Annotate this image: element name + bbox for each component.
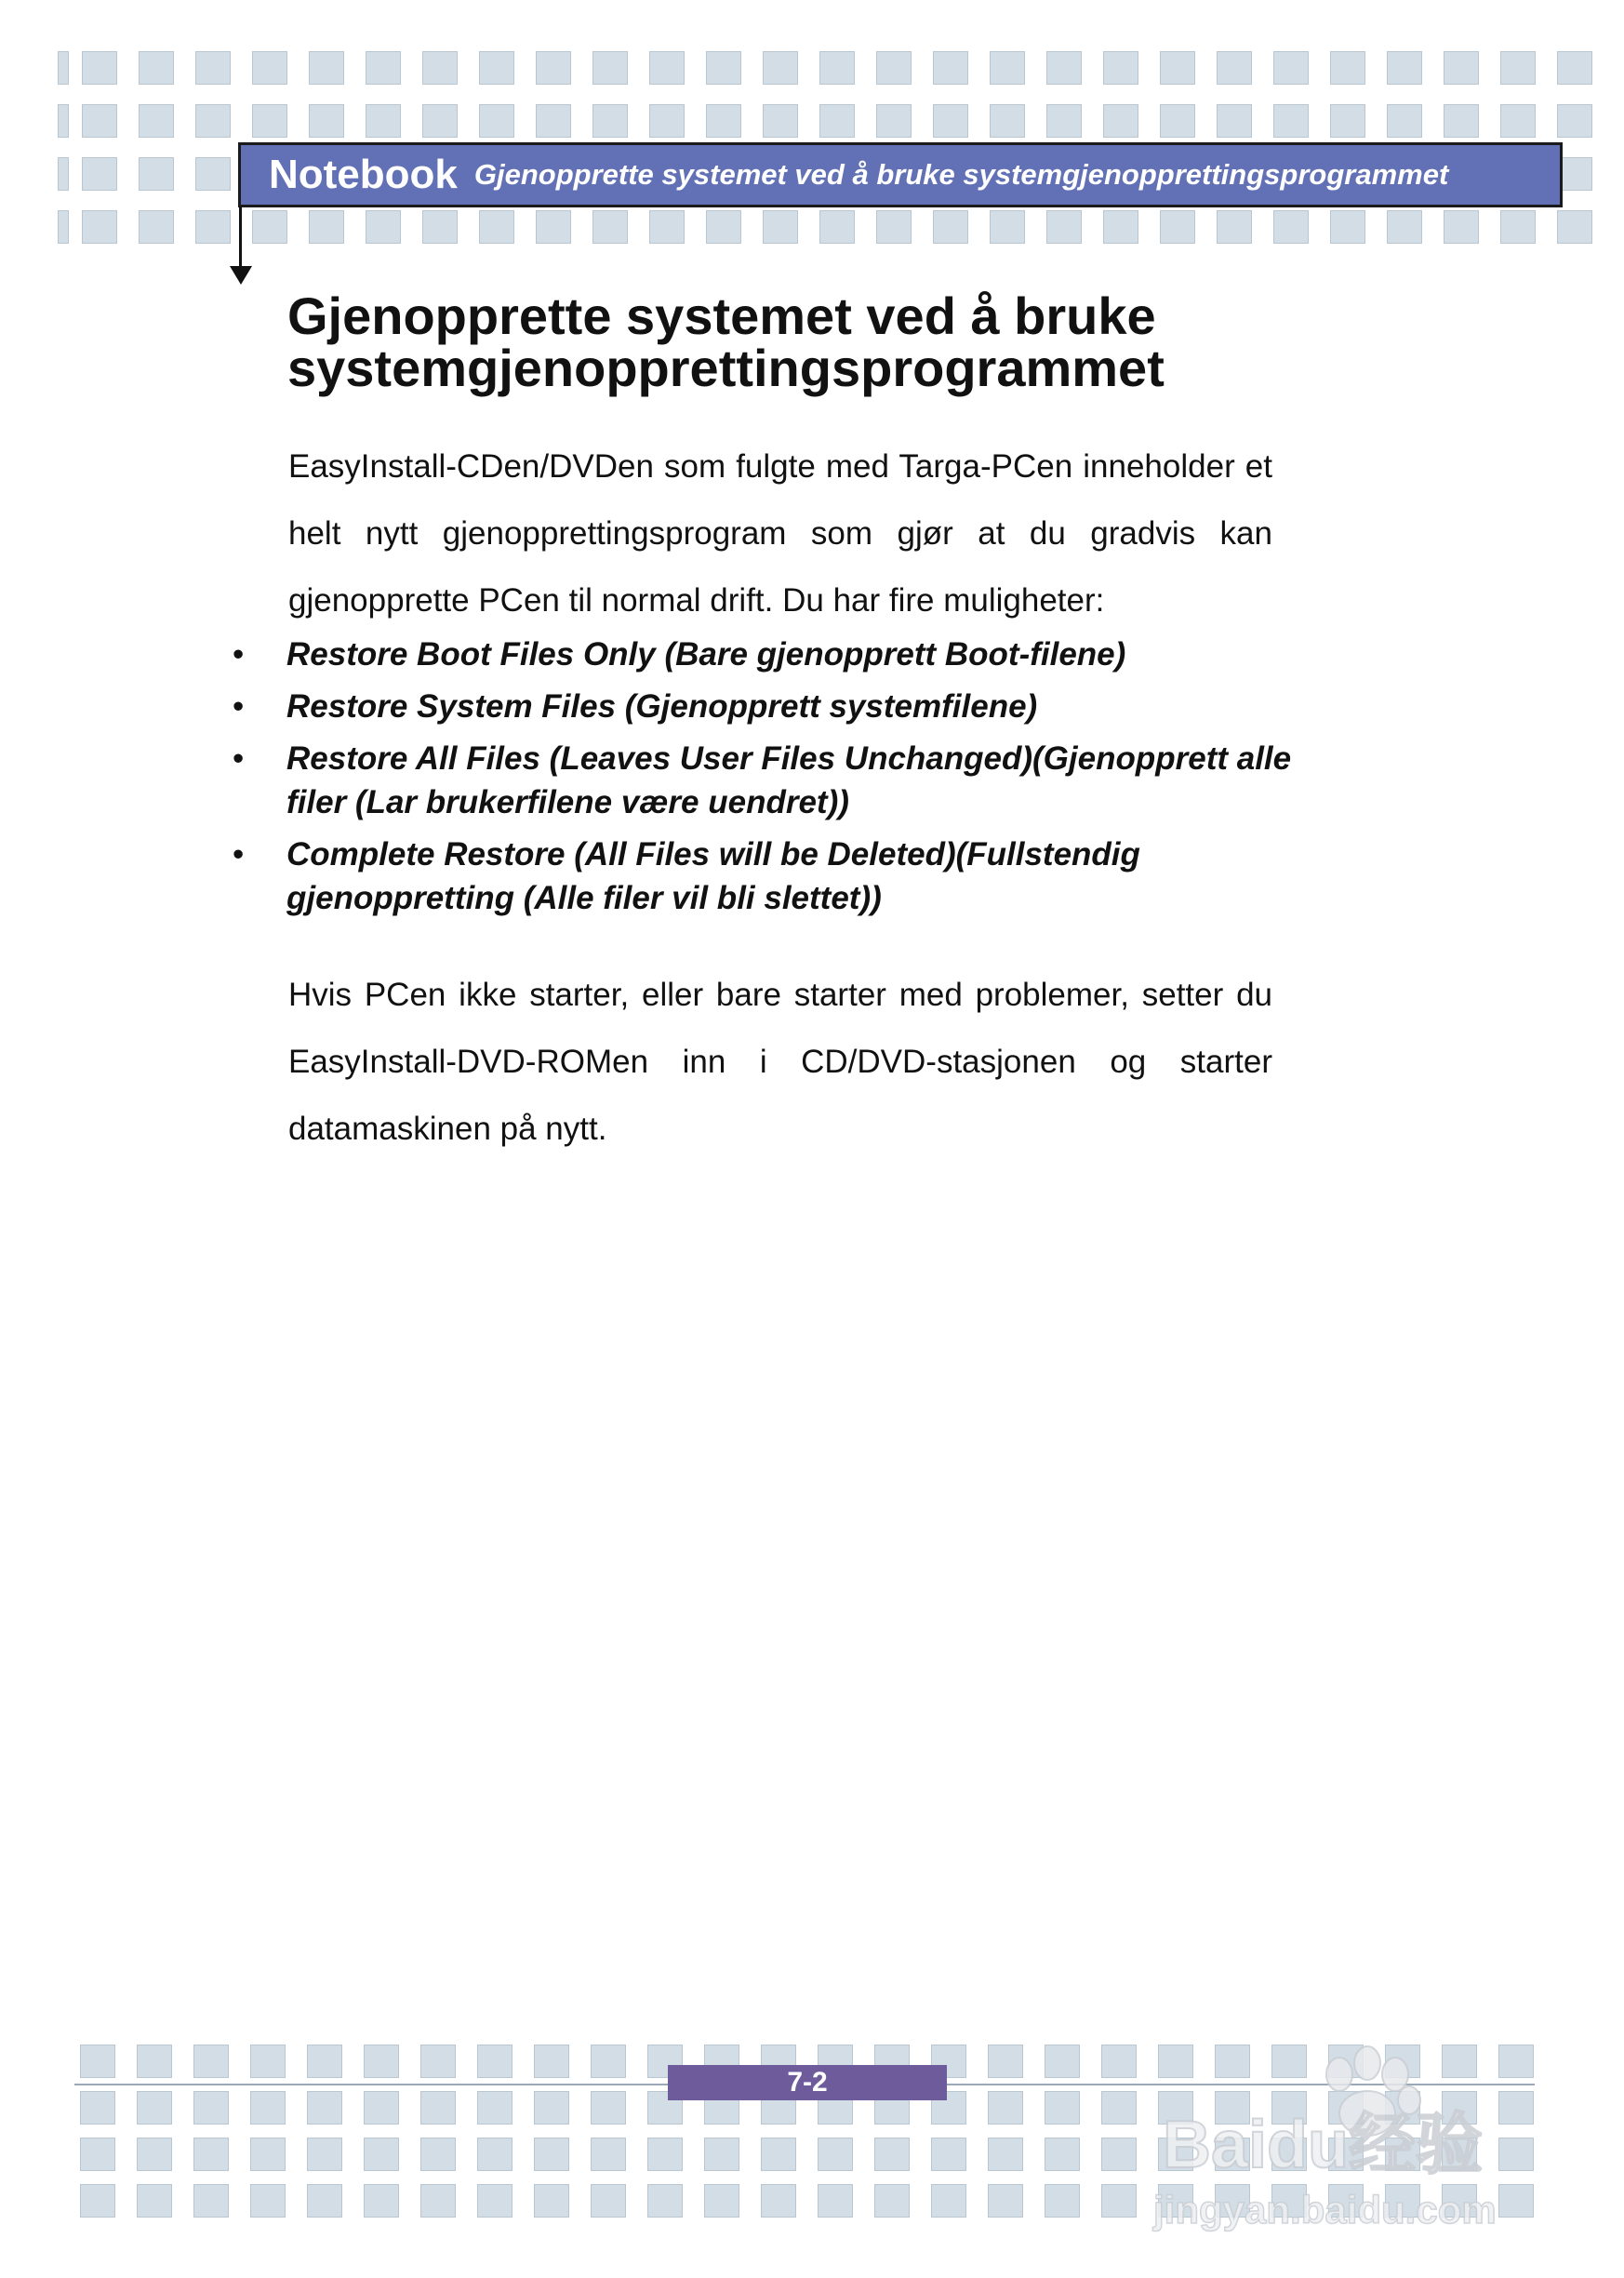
decorative-tile [366, 51, 401, 85]
decorative-tile [1330, 210, 1365, 244]
page-title-line-2: systemgjenopprettingsprogrammet [287, 339, 1165, 397]
decorative-tile [82, 210, 117, 244]
page-title-line-1: Gjenopprette systemet ved å bruke [287, 286, 1156, 345]
decorative-tile [591, 2138, 626, 2171]
decorative-tile [250, 2091, 286, 2125]
decorative-tile [195, 51, 231, 85]
decorative-tile [591, 2091, 626, 2125]
decorative-tile [931, 2184, 966, 2218]
decorative-tile [193, 2045, 229, 2078]
decorative-tile [420, 2045, 456, 2078]
decorative-tile [1101, 2138, 1137, 2171]
decorative-tile [420, 2184, 456, 2218]
list-item-text-continued: gjenoppretting (Alle filer vil bli slettet)) [286, 880, 882, 916]
decorative-tile [1046, 104, 1082, 138]
decorative-tile [592, 51, 628, 85]
decorative-tile [591, 2045, 626, 2078]
decorative-tile [137, 2184, 172, 2218]
decorative-tile [819, 104, 855, 138]
header-bar [238, 142, 1563, 207]
decorative-tile [706, 104, 741, 138]
decorative-tile [536, 104, 571, 138]
decorative-tile [876, 210, 912, 244]
arrow-down-icon [230, 266, 252, 285]
decorative-tile [309, 210, 344, 244]
decorative-tile [1103, 51, 1138, 85]
decorative-tile [706, 51, 741, 85]
decorative-tile [139, 157, 174, 191]
decorative-tile [1045, 2138, 1080, 2171]
decorative-tile [250, 2138, 286, 2171]
decorative-tile [252, 210, 287, 244]
decorative-tile [534, 2184, 569, 2218]
decorative-tile [818, 2184, 853, 2218]
decorative-tile [250, 2045, 286, 2078]
decorative-tile [80, 2184, 115, 2218]
decorative-tile [479, 104, 514, 138]
decorative-tile [1330, 104, 1365, 138]
bullet-icon: • [233, 688, 245, 725]
decorative-tile [1217, 210, 1252, 244]
decorative-tile [477, 2045, 512, 2078]
decorative-tile [309, 51, 344, 85]
decorative-tile [1045, 2045, 1080, 2078]
decorative-tile [1217, 51, 1252, 85]
decorative-tile [366, 104, 401, 138]
decorative-tile [990, 104, 1025, 138]
decorative-tile [706, 210, 741, 244]
decorative-tile [536, 51, 571, 85]
decorative-tile [1444, 104, 1479, 138]
bullet-icon: • [233, 836, 245, 873]
decorative-tile [1500, 210, 1536, 244]
decorative-tile [1046, 51, 1082, 85]
decorative-tile [1103, 104, 1138, 138]
decorative-tile [309, 104, 344, 138]
decorative-tile [763, 104, 798, 138]
bullet-icon: • [233, 740, 245, 777]
decorative-tile [139, 210, 174, 244]
header-brand: Notebook [269, 152, 458, 197]
decorative-tile [819, 210, 855, 244]
decorative-tile [990, 210, 1025, 244]
decorative-tile [1045, 2184, 1080, 2218]
decorative-tile [536, 210, 571, 244]
decorative-tile [82, 157, 117, 191]
decorative-tile [763, 51, 798, 85]
baidu-watermark-logo [1144, 2037, 1553, 2232]
decorative-tile [874, 2184, 910, 2218]
list-item-text: Restore All Files (Leaves User Files Unchanged)(Gjenopprett alle [286, 740, 1292, 777]
decorative-tile [592, 210, 628, 244]
list-item [233, 685, 1349, 728]
decorative-tile [1273, 51, 1309, 85]
decorative-tile [761, 2184, 796, 2218]
decorative-tile [82, 51, 117, 85]
decorative-tile [1101, 2091, 1137, 2125]
decorative-tile [1387, 210, 1422, 244]
decorative-tile [1444, 210, 1479, 244]
decorative-tile [1273, 104, 1309, 138]
decorative-tile [931, 2138, 966, 2171]
decorative-tile [1101, 2184, 1137, 2218]
decorative-tile [876, 104, 912, 138]
decorative-tile [364, 2138, 399, 2171]
decorative-tile [933, 210, 968, 244]
decorative-tile [193, 2184, 229, 2218]
decorative-tile [252, 104, 287, 138]
decorative-tile [1500, 104, 1536, 138]
list-item-text-continued: filer (Lar brukerfilene være uendret)) [286, 784, 849, 820]
decorative-tile [592, 104, 628, 138]
decorative-tile [988, 2091, 1023, 2125]
decorative-tile [420, 2138, 456, 2171]
decorative-tile [58, 51, 69, 85]
decorative-tile [763, 210, 798, 244]
decorative-tile [479, 51, 514, 85]
decorative-tile [193, 2138, 229, 2171]
decorative-tile [137, 2091, 172, 2125]
decorative-tile [307, 2138, 342, 2171]
decorative-tile [307, 2184, 342, 2218]
decorative-tile [819, 51, 855, 85]
decorative-tile [80, 2045, 115, 2078]
decorative-tile [58, 157, 69, 191]
decorative-tile [307, 2091, 342, 2125]
decorative-tile [649, 210, 685, 244]
decorative-tile [1387, 51, 1422, 85]
decorative-tile [990, 51, 1025, 85]
decorative-tile [534, 2045, 569, 2078]
decorative-tile [364, 2184, 399, 2218]
decorative-tile [534, 2138, 569, 2171]
decorative-tile [988, 2045, 1023, 2078]
decorative-tile [252, 51, 287, 85]
watermark-brand: Baidu经验 [1163, 2108, 1484, 2182]
list-item-text: Restore Boot Files Only (Bare gjenopprett Boot-filene) [286, 636, 1126, 673]
decorative-tile [80, 2091, 115, 2125]
decorative-tile [1557, 51, 1592, 85]
intro-paragraph: EasyInstall-CDen/DVDen som fulgte med Targa-PCen inneholder et helt nytt gjenopprettingsprogram som gjør at du gradvis kan gjenopprette PCen til normal drift. Du har fire muligheter: [288, 448, 1272, 619]
decorative-tile [1500, 51, 1536, 85]
decorative-tile [874, 2138, 910, 2171]
decorative-tile [477, 2091, 512, 2125]
decorative-tile [82, 104, 117, 138]
list-item-text: Restore System Files (Gjenopprett systemfilene) [286, 688, 1038, 725]
decorative-tile [422, 210, 458, 244]
decorative-tile [1557, 210, 1592, 244]
decorative-tile [534, 2091, 569, 2125]
decorative-tile [1387, 104, 1422, 138]
decorative-tile [1330, 51, 1365, 85]
decorative-tile [477, 2184, 512, 2218]
list-item [233, 737, 1349, 824]
decorative-tile [818, 2138, 853, 2171]
decorative-tile [58, 104, 69, 138]
decorative-tile [366, 210, 401, 244]
decorative-tile [195, 104, 231, 138]
list-item-text: Complete Restore (All Files will be Deleted)(Fullstendig [286, 836, 1140, 873]
decorative-tile [988, 2184, 1023, 2218]
list-item [233, 633, 1349, 676]
decorative-tile [193, 2091, 229, 2125]
decorative-tile [933, 104, 968, 138]
decorative-tile [1444, 51, 1479, 85]
section-marker-line [239, 206, 242, 270]
decorative-tile [1217, 104, 1252, 138]
decorative-tile [1160, 104, 1195, 138]
decorative-tile [139, 51, 174, 85]
decorative-tile [933, 51, 968, 85]
decorative-tile [1046, 210, 1082, 244]
list-item [233, 833, 1349, 920]
decorative-tile [761, 2138, 796, 2171]
bullet-icon: • [233, 636, 245, 673]
decorative-tile [422, 104, 458, 138]
page-number: 7-2 [668, 2065, 947, 2100]
decorative-tile [1101, 2045, 1137, 2078]
decorative-tile [422, 51, 458, 85]
decorative-tile [137, 2045, 172, 2078]
decorative-tile [1045, 2091, 1080, 2125]
watermark-url: jingyan.baidu.com [1153, 2188, 1497, 2231]
decorative-tile [1273, 210, 1309, 244]
decorative-tile [1160, 210, 1195, 244]
decorative-tile [649, 104, 685, 138]
decorative-tile [364, 2045, 399, 2078]
decorative-tile [1557, 104, 1592, 138]
decorative-tile [139, 104, 174, 138]
decorative-tile [195, 157, 231, 191]
decorative-tile [988, 2138, 1023, 2171]
decorative-tile [704, 2184, 739, 2218]
outro-paragraph: Hvis PCen ikke starter, eller bare starter med problemer, setter du EasyInstall-DVD-ROMen inn i CD/DVD-stasjonen og starter datamaskinen på nytt. [288, 977, 1272, 1147]
decorative-tile [307, 2045, 342, 2078]
decorative-tile [195, 210, 231, 244]
decorative-tile [1103, 210, 1138, 244]
decorative-tile [647, 2138, 683, 2171]
decorative-tile [364, 2091, 399, 2125]
decorative-tile [477, 2138, 512, 2171]
decorative-tile [420, 2091, 456, 2125]
decorative-tile [591, 2184, 626, 2218]
decorative-tile [137, 2138, 172, 2171]
decorative-tile [250, 2184, 286, 2218]
decorative-tile [80, 2138, 115, 2171]
restore-options-list [233, 633, 1349, 920]
decorative-tile [649, 51, 685, 85]
decorative-tile [704, 2138, 739, 2171]
decorative-tile [58, 210, 69, 244]
decorative-tile [479, 210, 514, 244]
decorative-tile [1160, 51, 1195, 85]
decorative-tile [876, 51, 912, 85]
decorative-tile [647, 2184, 683, 2218]
page-title [287, 286, 1497, 397]
header-section-title: Gjenopprette systemet ved å bruke systemgjenopprettingsprogrammet [473, 158, 1449, 191]
